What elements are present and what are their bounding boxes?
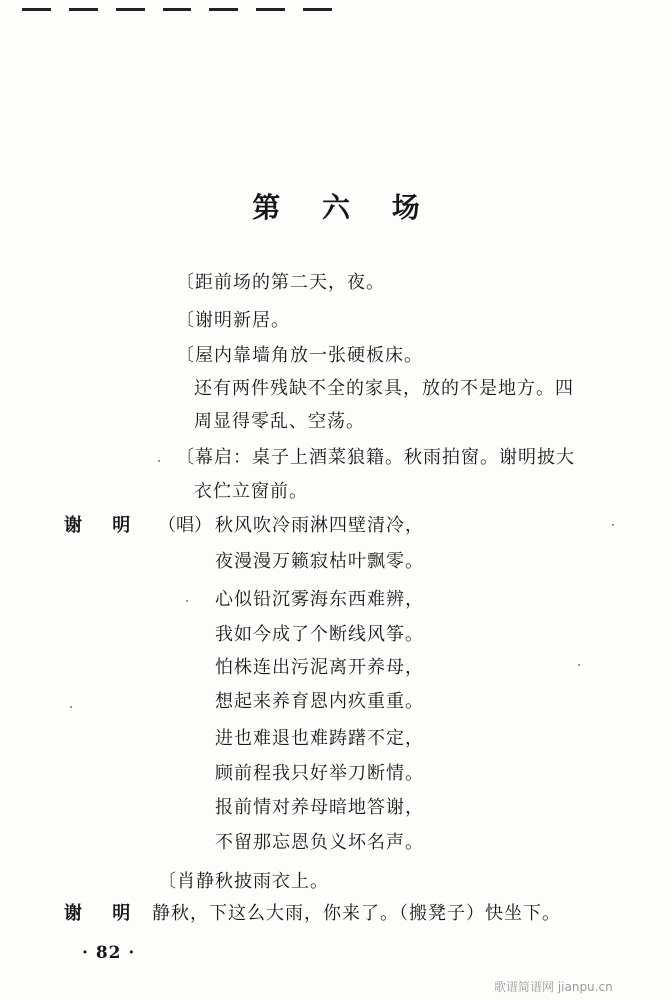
stage-direction: 〔屋内靠墙角放一张硬板床。 xyxy=(176,345,423,366)
verse-line: 想起来养育恩内疚重重。 xyxy=(215,691,424,712)
verse-line: 秋风吹冷雨淋四壁清冷， xyxy=(215,515,424,536)
singing-cue: （唱） xyxy=(158,515,212,536)
dialogue-text: 静秋，下这么大雨，你来了。（搬凳子）快坐下。 xyxy=(152,903,561,924)
scan-speck xyxy=(612,524,614,526)
scan-speck xyxy=(70,706,72,708)
verse-line: 怕株连出污泥离开养母， xyxy=(215,657,424,678)
speaker-name: 谢 明 xyxy=(64,903,143,924)
stage-direction: 〔距前场的第二天，夜。 xyxy=(176,272,385,293)
verse-line: 报前情对养母暗地答谢， xyxy=(215,797,424,818)
verse-line: 不留那忘恩负义坏名声。 xyxy=(215,832,424,853)
verse-line: 我如今成了个断线风筝。 xyxy=(215,624,424,645)
stage-direction: 〔肖静秋披雨衣上。 xyxy=(158,871,329,892)
stage-direction-continued: 衣伫立窗前。 xyxy=(194,481,308,502)
stage-direction: 〔谢明新居。 xyxy=(176,310,290,331)
page-number: · 82 · xyxy=(82,943,136,963)
verse-line: 顾前程我只好举刀断情。 xyxy=(215,763,424,784)
scan-speck xyxy=(578,664,580,666)
verse-line: 心似铅沉雾海东西难辨， xyxy=(215,589,424,610)
speaker-name: 谢 明 xyxy=(64,515,143,536)
top-border-rule xyxy=(22,8,332,12)
watermark: 歌谱简谱网 jianpu.cn xyxy=(494,980,613,994)
scene-title: 第 六 场 xyxy=(252,191,436,224)
verse-line: 进也难退也难踌躇不定， xyxy=(215,728,424,749)
scan-speck xyxy=(186,600,188,602)
stage-direction-continued: 周显得零乱、空荡。 xyxy=(194,411,365,432)
stage-direction: 〔幕启：桌子上酒菜狼籍。秋雨拍窗。谢明披大 xyxy=(176,447,575,468)
scan-speck xyxy=(158,460,160,462)
verse-line: 夜漫漫万籁寂枯叶飘零。 xyxy=(215,551,424,572)
stage-direction-continued: 还有两件残缺不全的家具，放的不是地方。四 xyxy=(194,378,574,399)
